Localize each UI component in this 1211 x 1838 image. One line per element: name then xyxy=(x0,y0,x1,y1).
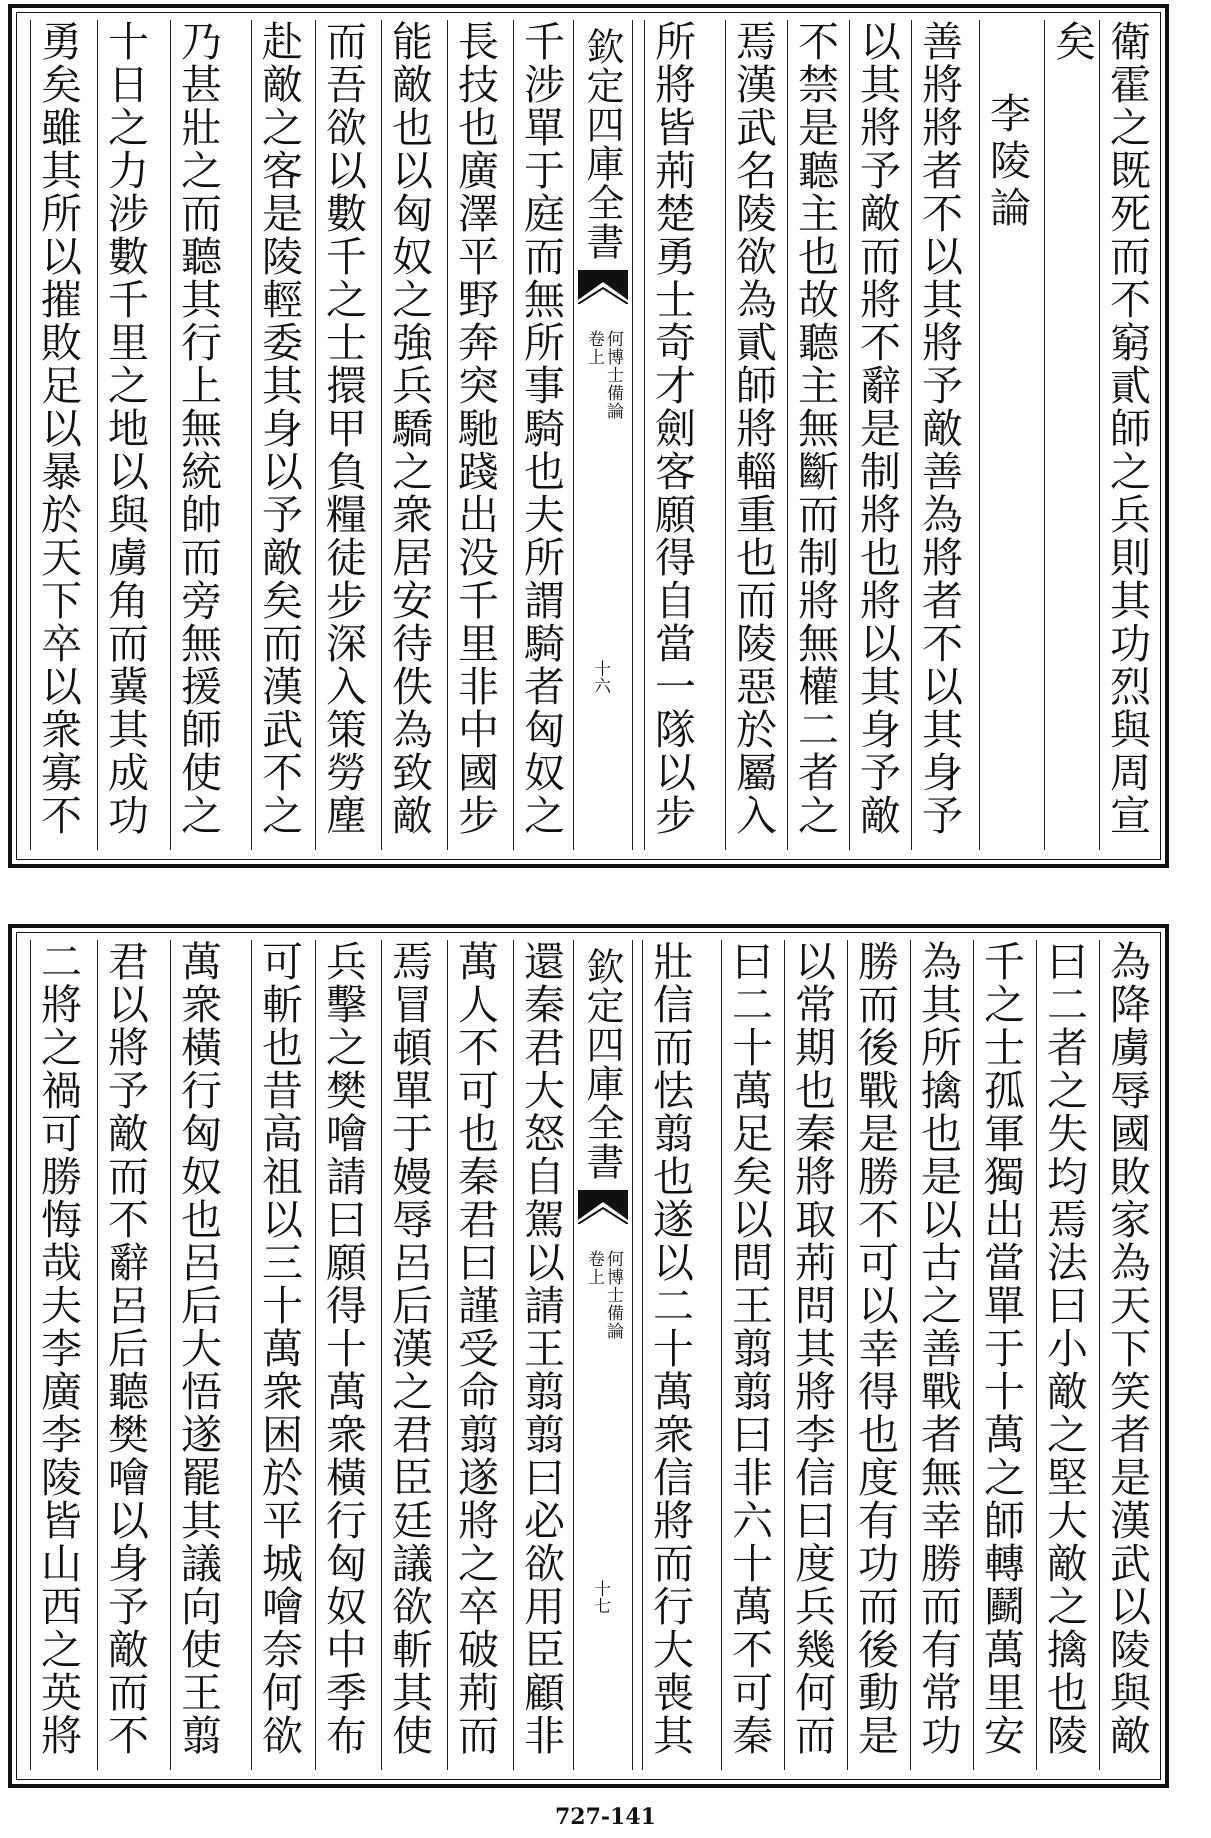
fishtail-mark-icon xyxy=(578,270,628,304)
text-column: 焉漢武名陵欲為貳師將輜重也而陵惡於屬入 xyxy=(725,20,780,850)
text-column: 君以將予敵而不辭呂后聽樊噲以身予敵而不 xyxy=(97,940,152,1770)
leaf-number: 十六 xyxy=(590,660,610,694)
collection-title: 欽定四庫全書 xyxy=(580,27,624,261)
text-column: 還秦君大怒自駕以請王翦翦曰必欲用臣顧非 xyxy=(513,940,568,1770)
text-column: 兵擊之樊噲請曰願得十萬衆橫行匈奴中季布 xyxy=(315,940,370,1770)
text-column: 而吾欲以數千之士擐甲負糧徒步深入策勞塵 xyxy=(315,20,370,850)
top-page xyxy=(8,4,1169,868)
center-strip xyxy=(573,940,633,1770)
bottom-page xyxy=(8,924,1169,1788)
text-column: 曰二十萬足矣以問王翦翦曰非六十萬不可秦 xyxy=(721,940,776,1770)
text-column: 勝而後戰是勝不可以幸得也度有功而後動是 xyxy=(847,940,902,1770)
text-column: 十日之力涉數千里之地以與虜角而冀其成功 xyxy=(97,20,152,850)
text-column: 衛霍之既死而不窮貳師之兵則其功烈與周宣 xyxy=(1099,20,1154,850)
center-strip xyxy=(573,20,633,850)
book-title: 何博士備論 xyxy=(603,1250,623,1340)
text-column: 不禁是聽主也故聽主無斷而制將無權二者之 xyxy=(787,20,842,850)
text-column: 曰二者之失均焉法曰小敵之堅大敵之擒也陵 xyxy=(1036,940,1091,1770)
text-column: 能敵也以匈奴之強兵驕之衆居安待佚為致敵 xyxy=(381,20,436,850)
text-column: 萬衆橫行匈奴也呂后大悟遂罷其議向使王翦 xyxy=(170,940,225,1770)
text-column: 善將將者不以其將予敵善為將者不以其身予 xyxy=(911,20,966,850)
text-column: 所將皆荊楚勇士奇才劍客願得自當一隊以步 xyxy=(644,20,699,850)
text-column: 千涉單于庭而無所事騎也夫所謂騎者匈奴之 xyxy=(513,20,568,850)
volume-label: 卷上 xyxy=(584,1250,604,1286)
text-column: 為降虜辱國敗家為天下笑者是漢武以陵與敵 xyxy=(1099,940,1154,1770)
text-column: 以常期也秦將取荊問其將李信曰度兵幾何而 xyxy=(784,940,839,1770)
fishtail-mark-icon xyxy=(578,1190,628,1224)
text-column: 勇矣雖其所以摧敗足以暴於天下卒以衆寡不 xyxy=(30,20,85,850)
text-column: 千之士孤軍獨出當單于十萬之師轉鬬萬里安 xyxy=(973,940,1028,1770)
book-and-volume xyxy=(584,1250,622,1340)
text-column: 赴敵之客是陵輕委其身以予敵矣而漢武不之 xyxy=(251,20,306,850)
essay-title: 李陵論 xyxy=(979,20,1034,850)
volume-label: 卷上 xyxy=(584,330,604,366)
collection-title: 欽定四庫全書 xyxy=(580,947,624,1181)
text-column: 為其所擒也是以古之善戰者無幸勝而有常功 xyxy=(910,940,965,1770)
text-column: 可斬也昔高祖以三十萬衆困於平城噲奈何欲 xyxy=(251,940,306,1770)
text-column: 乃甚壯之而聽其行上無統帥而旁無援師使之 xyxy=(170,20,225,850)
page-reference: 727-141 xyxy=(555,1804,656,1830)
text-column: 長技也廣澤平野奔突馳踐出没千里非中國步 xyxy=(447,20,502,850)
text-column: 以其將予敵而將不辭是制將也將以其身予敵 xyxy=(849,20,904,850)
text-column: 矣 xyxy=(1044,20,1099,850)
text-column: 焉冒頓單于嫚辱呂后漢之君臣廷議欲斬其使 xyxy=(381,940,436,1770)
leaf-number: 十七 xyxy=(590,1580,610,1614)
book-and-volume xyxy=(584,330,622,420)
text-column: 二將之禍可勝悔哉夫李廣李陵皆山西之英將 xyxy=(30,940,85,1770)
book-title: 何博士備論 xyxy=(603,330,623,420)
text-column: 壯信而怯翦也遂以二十萬衆信將而行大喪其 xyxy=(642,940,697,1770)
text-column: 萬人不可也秦君曰謹受命翦遂將之卒破荊而 xyxy=(447,940,502,1770)
